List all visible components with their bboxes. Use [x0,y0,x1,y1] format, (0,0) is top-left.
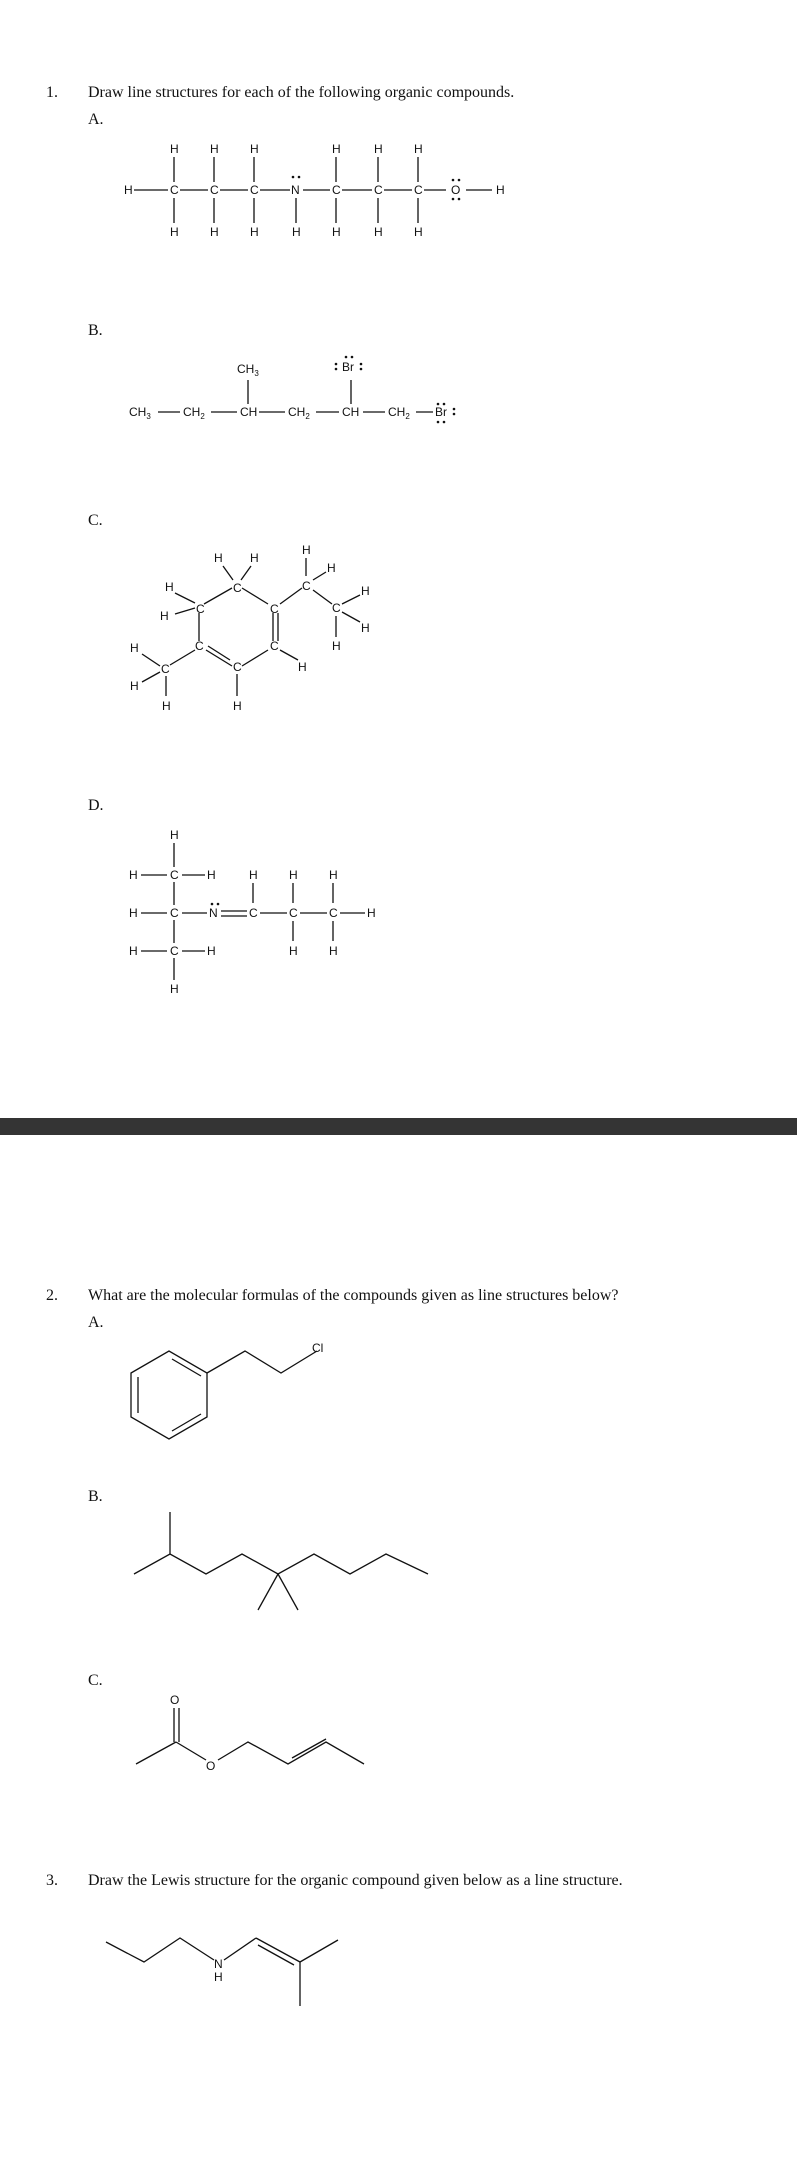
atom-c: C [332,183,341,197]
atom-h: H [332,225,341,239]
structure-1a [120,135,520,245]
atom-c: C [302,579,311,593]
q1-part-d-label: D. [88,797,104,814]
question-3-text: Draw the Lewis structure for the organic compound given below as a line structure. [88,1872,623,1889]
atom-n: N [291,183,300,197]
atom-c: C [195,639,204,653]
atom-h: H [129,868,138,882]
atom-c: C [270,639,279,653]
atom-c: C [414,183,423,197]
atom-h: H [207,868,216,882]
section-divider [0,1118,797,1135]
atom-c: C [329,906,338,920]
atom-h: H [249,868,258,882]
atom-h: H [233,699,242,713]
atom-h: H [374,142,383,156]
atom-h: H [414,142,423,156]
atom-c: C [170,906,179,920]
atom-h: H [170,225,179,239]
question-2-text: What are the molecular formulas of the compounds given as line structures below? [88,1287,619,1304]
q2-part-c-label: C. [88,1672,103,1689]
structure-1c [120,540,400,720]
atom-br: Br [435,405,447,419]
lone-pair-dot [452,179,455,182]
atom-c: C [374,183,383,197]
group-ch3: $CH_3$ [129,405,151,421]
atom-h: H [207,944,216,958]
atom-c: C [270,602,279,616]
question-3-number: 3. [46,1872,58,1889]
atom-h: H [327,561,336,575]
group-ch: CH [342,405,360,419]
group-ch: CH [240,405,258,419]
q2-part-b-label: B. [88,1488,103,1505]
atom-h: H [292,225,301,239]
atom-h: H [298,660,307,674]
group-ch2: $CH_2$ [388,405,410,421]
atom-h: H [289,868,298,882]
atom-h: H [332,639,341,653]
atom-h: H [414,225,423,239]
question-1-number: 1. [46,84,58,101]
atom-c: C [210,183,219,197]
atom-c: C [170,183,179,197]
lone-pair-dot [458,179,461,182]
atom-h: H [130,679,139,693]
atom-h: H [332,142,341,156]
structure-2c [130,1690,380,1790]
atom-h: H [250,142,259,156]
atom-h: H [162,699,171,713]
atom-h: H [302,543,311,557]
atom-h: H [210,225,219,239]
atom-h: H [214,551,223,565]
atom-c: C [233,660,242,674]
group-ch2: $CH_2$ [183,405,205,421]
atom-c: C [170,868,179,882]
atom-h: H [289,944,298,958]
atom-c: C [233,581,242,595]
atom-o: O [206,1759,216,1773]
atom-o: O [170,1693,180,1707]
lone-pair-dot [452,198,455,201]
atom-h: H [361,621,370,635]
atom-h: H [214,1970,223,1984]
structure-2a [125,1335,345,1450]
atom-h: H [250,225,259,239]
atom-c: C [249,906,258,920]
q1-part-b-label: B. [88,322,103,339]
atom-h: H [496,183,505,197]
atom-h: H [374,225,383,239]
question-1-text: Draw line structures for each of the following organic compounds. [88,84,515,101]
lone-pair-dot [298,176,301,179]
atom-c: C [196,602,205,616]
atom-h: H [170,142,179,156]
atom-h: H [124,183,133,197]
structure-3 [100,1920,360,2030]
atom-h: H [329,944,338,958]
atom-n: N [209,906,218,920]
atom-br-branch: Br [342,360,354,374]
structure-1b [125,350,485,430]
atom-c: C [289,906,298,920]
group-ch3-branch: $CH_3$ [237,362,259,378]
atom-c: C [250,183,259,197]
atom-h: H [367,906,376,920]
atom-h: H [160,609,169,623]
atom-h: H [129,906,138,920]
q1-part-c-label: C. [88,512,103,529]
lone-pair-dot [292,176,295,179]
question-2-number: 2. [46,1287,58,1304]
structure-1d [125,825,395,995]
atom-c: C [170,944,179,958]
group-ch2: $CH_2$ [288,405,310,421]
atom-h: H [210,142,219,156]
atom-h: H [170,828,179,842]
atom-h: H [165,580,174,594]
structure-2b [130,1510,440,1620]
atom-cl: Cl [312,1341,324,1355]
lone-pair-dot [458,198,461,201]
atom-h: H [129,944,138,958]
atom-h: H [250,551,259,565]
atom-c: C [161,662,170,676]
atom-h: H [329,868,338,882]
q2-part-a-label: A. [88,1314,104,1331]
atom-n: N [214,1957,223,1971]
atom-h: H [170,982,179,996]
atom-h: H [130,641,139,655]
atom-o: O [451,183,461,197]
atom-h: H [361,584,370,598]
atom-c: C [332,601,341,615]
q1-part-a-label: A. [88,111,104,128]
